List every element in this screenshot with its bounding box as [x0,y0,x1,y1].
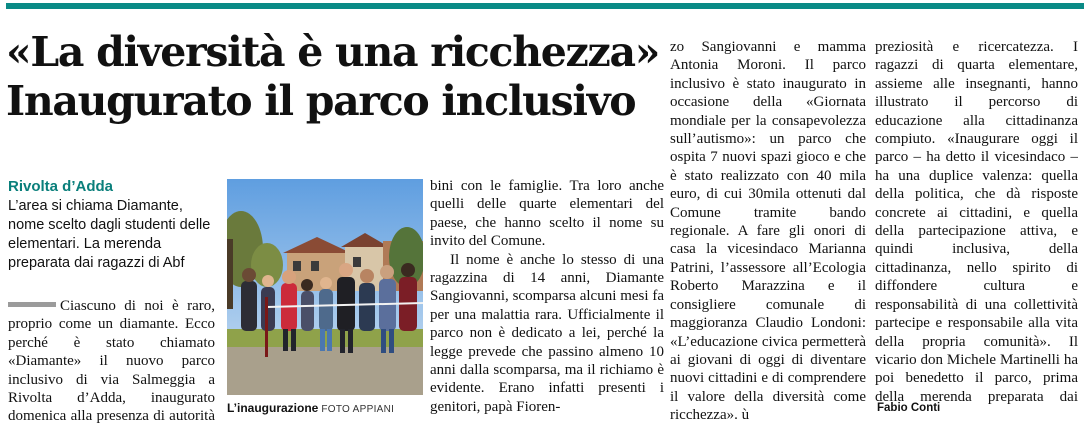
subtitle: L’area si chiama Diamante, nome scelto dagli studenti delle elementari. La merenda preparata dai ragazzi di Abf [8,198,211,271]
paragraph: preziosità e ricercatezza. I ragazzi di quarta elementare, assieme alle insegnanti, hanno illustrato il percorso di educazione alla cittadinanza compiuto. «Inaugurare oggi il parco – ha detto il vicesindaco – ha una duplice valenza: quella della politica, che dà risposte concrete ai cittadini, e quella della partecipazione attiva, e quindi inclusiva, della cittadinanza, nello spirito di diffondere cultura e responsabilità di una collettività partecipe e responsabile alla vita della propria comunità». Il vicario don Michele Martinelli ha poi benedetto il parco, prima della merenda preparata dai [875,39,1078,405]
headline-line-1: «La diversità è una ricchezza» [6,28,660,76]
article-column-3 [670,38,866,423]
photo-credit: FOTO APPIANI [321,404,395,415]
paragraph: Il nome è anche lo stesso di una ragazzina di 14 anni, Diamante Sangiovanni, scomparsa alcuni mesi fa per una malattia rara. Ufficialmente il parco non è dedicato a lei, perché la legge prevede che passino almeno 10 anni dalla scomparsa, ma il richiamo è evidente. Erano infatti presenti i genitori, papà Fioren- [430,251,664,415]
author-byline: Fabio Conti [877,402,941,414]
article-column-1 [8,297,215,423]
paragraph: zo Sangiovanni e mamma Antonia Moroni. Il parco inclusivo è stato inaugurato in occasione della «Giornata mondiale per la consapevolezza sull’autismo»: un parco che ospita 7 nuovi spazi gioco e che è stato realizzato con 40 mila euro, di cui 30mila ottenuti dal Comune tramite bando regionale. A fare gli onori di casa la vicesindaco Marianna Patrini, l’assessore all’Ecologia Roberto Marazzina e il consigliere comunale di maggioranza Claudio Londoni: «L’educazione civica permetterà ai giovani di oggi di diventare nuovi cittadini e di comprendere il valore della diversità come ricchezza». ù [670,39,866,423]
article-column-2 [430,177,664,423]
headline-line-2: Inaugurato il parco inclusivo [6,77,636,125]
caption-text: L’inaugurazione [227,401,319,415]
location-kicker: Rivolta d’Adda [8,178,114,195]
photo-caption [227,401,394,415]
photo-illustration [227,179,423,395]
article-column-4 [875,38,1078,406]
paragraph: bini con le famiglie. Tra loro anche quelli delle quarte elementari del paese, che hanno scelto il nome su invito del Comune. [430,178,664,250]
paragraph: Ciascuno di noi è raro, proprio come un diamante. Ecco perché è stato chiamato «Diamante» il nuovo parco inclusivo di via Salmeggia a Rivolta d’Adda, inaugurato domenica alla presenza di autorità [8,298,215,423]
inauguration-photo [227,179,423,395]
headline [6,28,660,126]
top-accent-bar [6,3,1084,9]
